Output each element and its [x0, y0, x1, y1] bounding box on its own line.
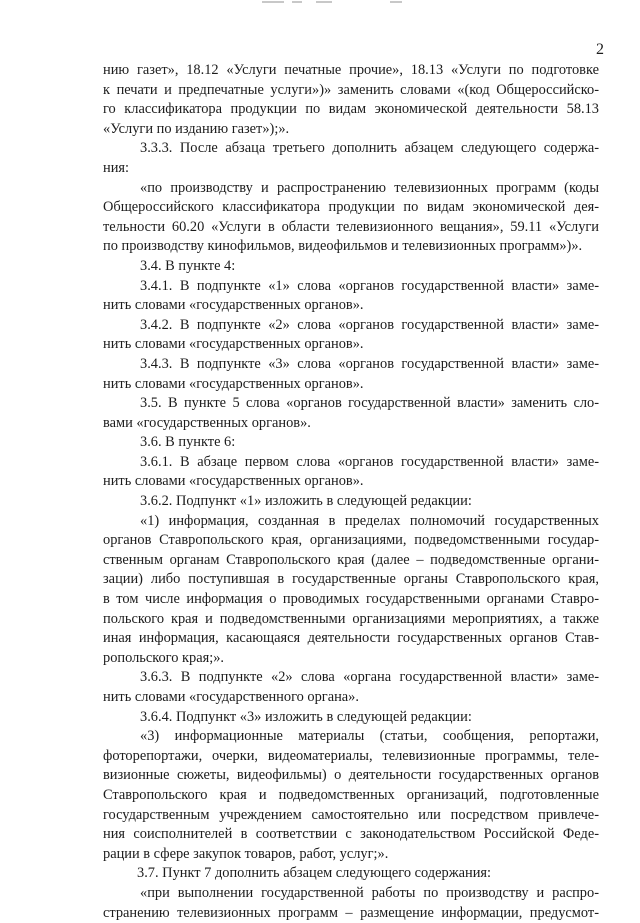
- page-number: 2: [596, 41, 604, 58]
- text-line: 3.4.3. В подпункте «3» слова «органов государственной власти» заме-: [140, 355, 599, 372]
- text-line: «1) информация, созданная в пределах полномочий государственных: [140, 512, 599, 529]
- text-line: фоторепортажи, очерки, видеоматериалы, телевизионные программы, теле-: [103, 747, 599, 764]
- text-line: визионные сюжеты, видеофильмы) о деятельности государственных органов: [103, 767, 599, 784]
- text-line: 3.4.1. В подпункте «1» слова «органов государственной власти» заме-: [140, 277, 599, 294]
- text-line: 3.6.2. Подпункт «1» изложить в следующей редакции:: [140, 493, 472, 510]
- text-line: Ставропольского края и подведомственных организаций, подготовленные: [103, 786, 599, 803]
- text-line: ния соисполнителей в соответствии с законодательством Российской Феде-: [103, 826, 599, 843]
- text-line: государственным учреждением самостоятельно или посредством привлече-: [103, 806, 599, 823]
- text-line: нить словами «государственных органов».: [103, 473, 364, 490]
- text-line: к печати и предпечатные услуги»)» заменить словами «(код Общероссийско-: [103, 81, 599, 98]
- text-line: рации в сфере закупок товаров, работ, услуг;».: [103, 845, 389, 862]
- text-line: в том числе информация о проводимых государственными органами Ставро-: [103, 591, 599, 608]
- text-line: польского края и подведомственными организациями мероприятиях, а также: [103, 610, 599, 627]
- text-line: нить словами «государственных органов».: [103, 297, 364, 314]
- text-line: тельности 60.20 «Услуги в области телевизионного вещания», 59.11 «Услуги: [103, 218, 599, 235]
- text-line: «по производству и распространению телевизионных программ (коды: [140, 179, 599, 196]
- text-line: нить словами «государственных органов».: [103, 375, 364, 392]
- text-line: 3.6. В пункте 6:: [140, 434, 236, 451]
- text-line: го классификатора продукции по видам экономической деятельности 58.13: [103, 101, 599, 118]
- text-line: ния:: [103, 159, 130, 176]
- text-line: 3.6.3. В подпункте «2» слова «органа государственной власти» заме-: [140, 669, 599, 686]
- text-line: 3.3.3. После абзаца третьего дополнить абзацем следующего содержа-: [140, 140, 599, 157]
- text-line: 3.7. Пункт 7 дополнить абзацем следующего содержания:: [137, 865, 492, 882]
- document-body: [103, 61, 599, 923]
- text-line: нить словами «государственных органов».: [103, 336, 364, 353]
- text-line: по производству кинофильмов, видеофильмов и телевизионных программ»)».: [103, 238, 583, 255]
- text-line: 3.4.2. В подпункте «2» слова «органов государственной власти» заме-: [140, 316, 599, 333]
- text-line: ропольского края;».: [103, 649, 225, 666]
- text-line: «при выполнении государственной работы по производству и распро-: [140, 884, 599, 901]
- text-line: 3.6.1. В абзаце первом слова «органов государственной власти» заме-: [140, 453, 599, 470]
- text-line: вами «государственных органов».: [103, 414, 311, 431]
- text-line: зации) либо поступившая в государственные органы Ставропольского края,: [103, 571, 599, 588]
- scan-artifact-marks: [262, 0, 412, 6]
- text-line: Общероссийского классификатора продукции по видам экономической дея-: [103, 199, 599, 216]
- text-line: «3) информационные материалы (статьи, сообщения, репортажи,: [140, 728, 599, 745]
- text-line: ственным органам Ставропольского края (далее – подведомственные органи-: [103, 551, 599, 568]
- text-line: 3.6.4. Подпункт «3» изложить в следующей редакции:: [140, 708, 472, 725]
- text-line: 3.5. В пункте 5 слова «органов государственной власти» заменить сло-: [140, 395, 599, 412]
- text-line: нить словами «государственного органа».: [103, 689, 359, 705]
- text-line: органов Ставропольского края, организациями, подведомственными государ-: [103, 532, 599, 549]
- text-line: странению телевизионных программ – размещение информации, предусмот-: [103, 904, 599, 921]
- text-line: иная информация, касающаяся деятельности государственных органов Став-: [103, 630, 599, 647]
- text-line: нию газет», 18.12 «Услуги печатные прочие», 18.13 «Услуги по подготовке: [103, 62, 599, 78]
- text-line: 3.4. В пункте 4:: [140, 257, 236, 274]
- text-line: «Услуги по изданию газет»);».: [103, 120, 290, 137]
